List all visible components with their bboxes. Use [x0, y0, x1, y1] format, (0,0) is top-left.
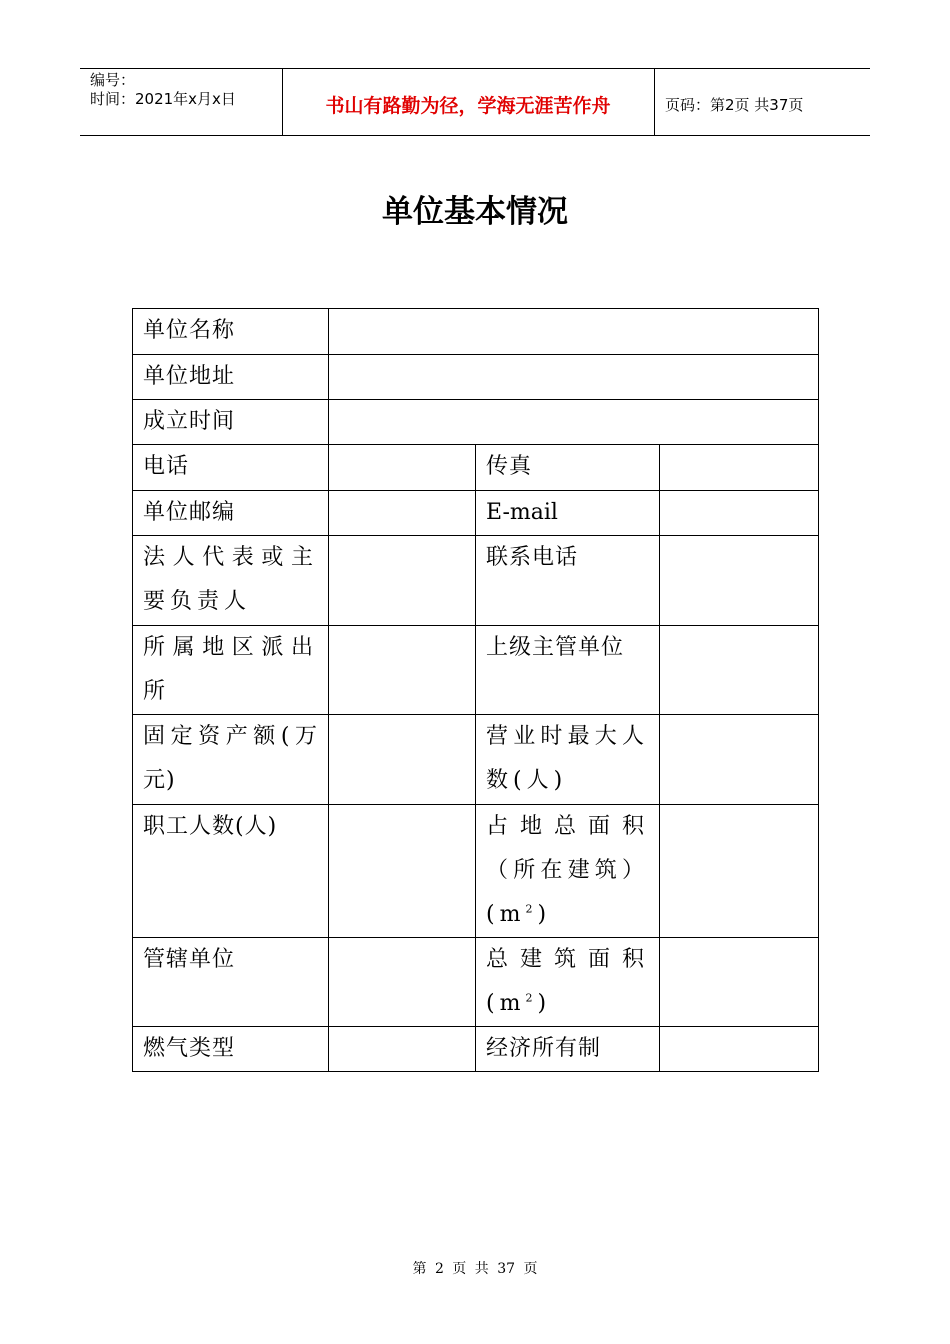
- label-founded-time: 成立时间: [133, 400, 329, 445]
- label-superior-unit: 上级主管单位: [476, 626, 660, 715]
- field-police-station[interactable]: [329, 626, 476, 715]
- page-title: 单位基本情况: [382, 194, 568, 230]
- field-legal-representative[interactable]: [329, 536, 476, 626]
- table-row: [133, 536, 819, 626]
- field-contact-phone[interactable]: [660, 536, 819, 626]
- table-row: [133, 309, 819, 355]
- field-max-people[interactable]: [660, 715, 819, 805]
- header-meta: [90, 71, 236, 109]
- field-managing-unit[interactable]: [329, 938, 476, 1027]
- label-unit-name: 单位名称: [133, 309, 329, 355]
- label-legal-representative: 法人代表或主要负责人: [133, 536, 329, 626]
- table-row: [133, 626, 819, 715]
- label-ownership: 经济所有制: [476, 1027, 660, 1072]
- table-row: [133, 938, 819, 1027]
- label-floor-area: 占地总面积（所在建筑）$(m^2)$: [476, 805, 660, 938]
- label-fixed-assets: 固定资产额(万元): [133, 715, 329, 805]
- field-phone[interactable]: [329, 445, 476, 491]
- label-gas-type: 燃气类型: [133, 1027, 329, 1072]
- field-unit-name[interactable]: [329, 309, 819, 355]
- label-postcode: 单位邮编: [133, 491, 329, 536]
- label-managing-unit: 管辖单位: [133, 938, 329, 1027]
- header-page-info: 页码：第2页 共37页: [665, 96, 804, 114]
- field-staff-count[interactable]: [329, 805, 476, 938]
- label-unit-address: 单位地址: [133, 355, 329, 400]
- label-contact-phone: 联系电话: [476, 536, 660, 626]
- table-row: [133, 445, 819, 491]
- label-staff-count: 职工人数(人): [133, 805, 329, 938]
- label-fax: 传真: [476, 445, 660, 491]
- document-time-label: 时间：2021年x月x日: [90, 90, 236, 108]
- field-floor-area[interactable]: [660, 805, 819, 938]
- label-phone: 电话: [133, 445, 329, 491]
- page-header: [80, 68, 870, 136]
- table-row: [133, 355, 819, 400]
- table-row: [133, 491, 819, 536]
- label-building-area: 总建筑面积$(m^2)$: [476, 938, 660, 1027]
- field-unit-address[interactable]: [329, 355, 819, 400]
- field-building-area[interactable]: [660, 938, 819, 1027]
- table-row: [133, 715, 819, 805]
- label-police-station: 所属地区派出所: [133, 626, 329, 715]
- unit-info-table: [132, 308, 819, 1072]
- field-gas-type[interactable]: [329, 1027, 476, 1072]
- table-row: [133, 400, 819, 445]
- document-number-label: 编号：: [90, 71, 136, 89]
- field-founded-time[interactable]: [329, 400, 819, 445]
- field-postcode[interactable]: [329, 491, 476, 536]
- label-max-people: 营业时最大人数(人): [476, 715, 660, 805]
- field-superior-unit[interactable]: [660, 626, 819, 715]
- page-footer: 第 2 页 共 37 页: [412, 1261, 538, 1277]
- field-ownership[interactable]: [660, 1027, 819, 1072]
- table-row: [133, 805, 819, 938]
- field-fixed-assets[interactable]: [329, 715, 476, 805]
- field-fax[interactable]: [660, 445, 819, 491]
- table-row: [133, 1027, 819, 1072]
- header-motto: 书山有路勤为径，学海无涯苦作舟: [325, 95, 611, 117]
- header-divider-right: [654, 69, 655, 135]
- label-email: E-mail: [476, 491, 660, 536]
- field-email[interactable]: [660, 491, 819, 536]
